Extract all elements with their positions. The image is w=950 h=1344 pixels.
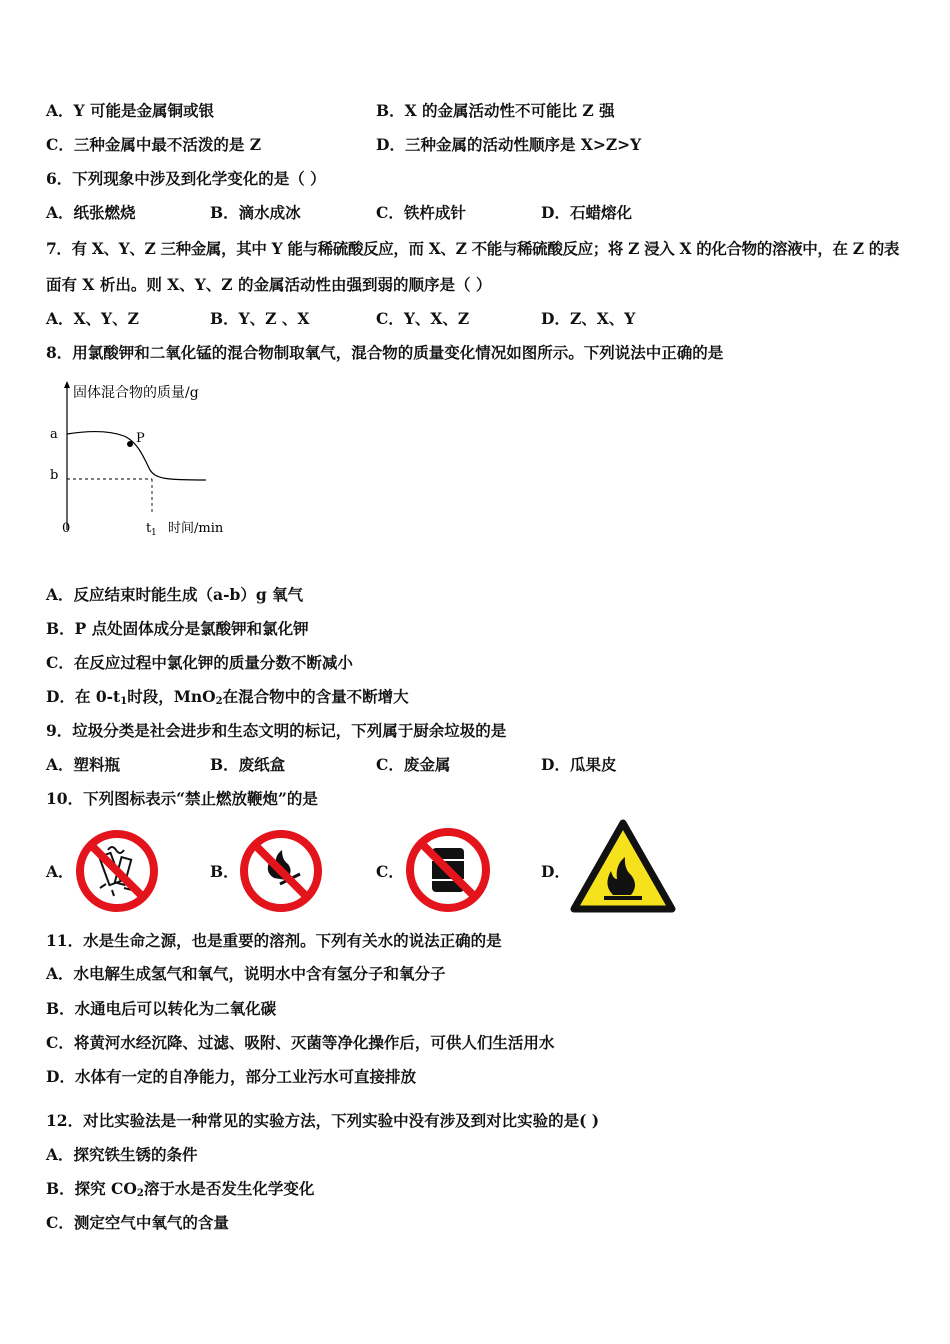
no-firecrackers-sign-icon bbox=[74, 828, 160, 914]
q8-option-c: C．在反应过程中氯化钾的质量分数不断减小 bbox=[46, 653, 353, 672]
q12-stem: 12．对比实验法是一种常见的实验方法，下列实验中没有涉及到对比实验的是( ) bbox=[46, 1111, 600, 1130]
q8-option-a: A．反应结束时能生成（a-b）g 氧气 bbox=[46, 585, 304, 604]
q12-option-b-post: 溶于水是否发生化学变化 bbox=[143, 1179, 315, 1198]
no-lighting-fire-sign-icon bbox=[238, 828, 324, 914]
label-origin: 0 bbox=[62, 521, 71, 536]
q11-option-d: D．水体有一定的自净能力，部分工业污水可直接排放 bbox=[46, 1067, 416, 1086]
q5-option-b: B．X 的金属活动性不可能比 Z 强 bbox=[376, 101, 615, 120]
label-t1: t bbox=[146, 521, 152, 536]
q10-stem: 10．下列图标表示“禁止燃放鞭炮”的是 bbox=[46, 789, 318, 808]
flammable-warning-sign-icon bbox=[570, 819, 676, 915]
q10-label-d: D． bbox=[541, 862, 570, 881]
q12-option-b-pre: B．探究 CO bbox=[46, 1179, 137, 1198]
q8-option-d-post: 在混合物中的含量不断增大 bbox=[222, 687, 409, 706]
q12-option-c: C．测定空气中氧气的含量 bbox=[46, 1213, 229, 1232]
label-p: P bbox=[136, 431, 145, 446]
q11-option-c: C．将黄河水经沉降、过滤、吸附、灭菌等净化操作后，可供人们生活用水 bbox=[46, 1033, 555, 1052]
q7-option-c: C．Y、X、Z bbox=[376, 309, 470, 328]
q11-option-b: B．水通电后可以转化为二氧化碳 bbox=[46, 999, 277, 1018]
q11-stem: 11．水是生命之源，也是重要的溶剂。下列有关水的说法正确的是 bbox=[46, 931, 502, 950]
label-b: b bbox=[50, 468, 59, 483]
q8-option-d bbox=[46, 687, 409, 712]
q9-option-d: D．瓜果皮 bbox=[541, 755, 617, 774]
q5-option-c: C．三种金属中最不活泼的是 Z bbox=[46, 135, 262, 154]
q10-label-c: C． bbox=[376, 862, 404, 881]
y-axis-arrow bbox=[64, 381, 70, 388]
q7-stem-line2: 面有 X 析出。则 X、Y、Z 的金属活动性由强到弱的顺序是（ ） bbox=[46, 275, 492, 294]
no-storing-sign-icon bbox=[404, 826, 492, 914]
x-axis-label: 时间/min bbox=[168, 521, 224, 536]
q7-stem-line1: 7．有 X、Y、Z 三种金属，其中 Y 能与稀硫酸反应，而 X、Z 不能与稀硫酸反应；将 Z 浸入 X 的化合物的溶液中，在 Z 的表 bbox=[46, 239, 900, 258]
q6-option-a: A．纸张燃烧 bbox=[46, 203, 136, 222]
q7-option-d: D．Z、X、Y bbox=[541, 309, 636, 328]
q9-stem: 9．垃圾分类是社会进步和生态文明的标记，下列属于厨余垃圾的是 bbox=[46, 721, 507, 740]
q12-option-a: A．探究铁生锈的条件 bbox=[46, 1145, 198, 1164]
point-p bbox=[127, 441, 133, 447]
q8-option-d-mid: 时段，MnO bbox=[127, 687, 216, 706]
mass-time-graph bbox=[46, 378, 246, 543]
q9-option-c: C．废金属 bbox=[376, 755, 451, 774]
q10-label-b: B． bbox=[210, 862, 239, 881]
q9-option-a: A．塑料瓶 bbox=[46, 755, 121, 774]
q5-option-a: A．Y 可能是金属铜或银 bbox=[46, 101, 214, 120]
q6-option-b: B．滴水成冰 bbox=[210, 203, 301, 222]
q8-option-d-sub2: 2 bbox=[215, 696, 223, 707]
q6-stem: 6．下列现象中涉及到化学变化的是（ ） bbox=[46, 169, 326, 188]
q8-option-d-pre: D．在 0-t bbox=[46, 687, 121, 706]
q8-option-b: B．P 点处固体成分是氯酸钾和氯化钾 bbox=[46, 619, 309, 638]
q8-option-d-sub: 1 bbox=[120, 696, 128, 707]
q6-option-d: D．石蜡熔化 bbox=[541, 203, 632, 222]
q7-option-b: B．Y、Z 、X bbox=[210, 309, 310, 328]
q10-label-a: A． bbox=[46, 862, 74, 881]
q8-stem: 8．用氯酸钾和二氧化锰的混合物制取氧气，混合物的质量变化情况如图所示。下列说法中正确的是 bbox=[46, 343, 724, 362]
label-a: a bbox=[50, 427, 58, 442]
q7-option-a: A．X、Y、Z bbox=[46, 309, 139, 328]
q12-option-b-sub: 2 bbox=[136, 1188, 144, 1199]
q5-option-d: D．三种金属的活动性顺序是 X>Z>Y bbox=[376, 135, 642, 154]
q9-option-b: B．废纸盒 bbox=[210, 755, 286, 774]
q6-option-c: C．铁杵成针 bbox=[376, 203, 466, 222]
y-axis-label: 固体混合物的质量/g bbox=[73, 385, 199, 401]
q12-option-b bbox=[46, 1179, 314, 1204]
q11-option-a: A．水电解生成氢气和氧气，说明水中含有氢分子和氧分子 bbox=[46, 964, 446, 983]
label-t1-sub: 1 bbox=[151, 528, 157, 538]
